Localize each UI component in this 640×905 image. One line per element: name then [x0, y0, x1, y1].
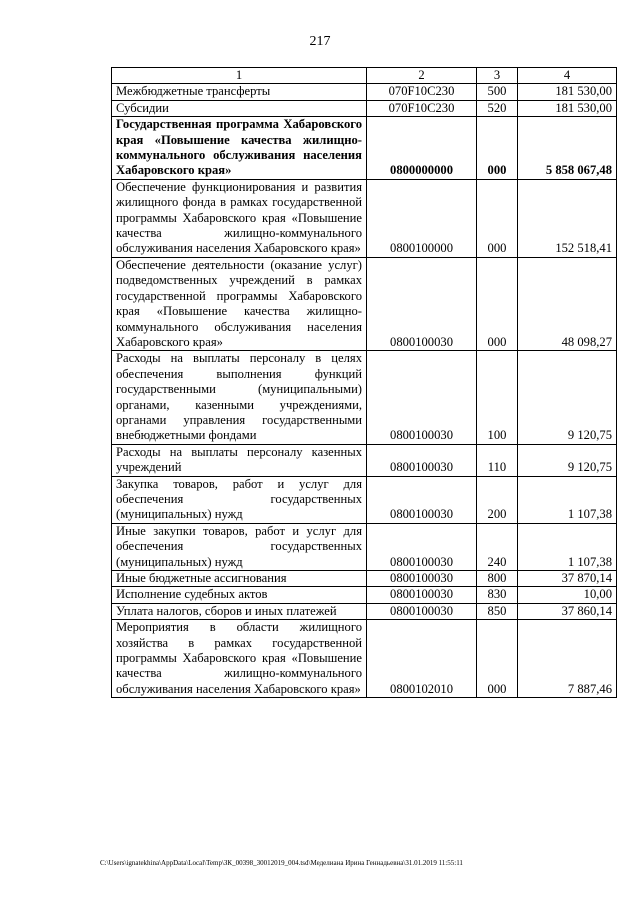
table-row — [112, 179, 617, 257]
row-kvr-cell: 000 — [477, 117, 518, 180]
row-name-cell: Иные закупки товаров, работ и услуг для обеспечения государственных (муниципальных) нужд — [112, 523, 367, 570]
row-amount-cell: 5 858 067,48 — [518, 117, 617, 180]
table-row — [112, 620, 617, 698]
table-row — [112, 523, 617, 570]
column-header: 4 — [518, 68, 617, 84]
row-kvr-cell: 500 — [477, 84, 518, 100]
table-row — [112, 351, 617, 444]
table-row — [112, 444, 617, 476]
row-name-cell: Иные бюджетные ассигнования — [112, 571, 367, 587]
column-header: 2 — [367, 68, 477, 84]
table-row — [112, 257, 617, 350]
row-name-cell: Расходы на выплаты персоналу в целях обеспечения выполнения функций государственными (муниципальными) органами, казенными учреждениями, органами управления государственными внебюджетными фондами — [112, 351, 367, 444]
table-row — [112, 476, 617, 523]
row-name-cell: Исполнение судебных актов — [112, 587, 367, 603]
row-name-cell: Субсидии — [112, 100, 367, 116]
row-code-cell: 0800100030 — [367, 351, 477, 444]
row-code-cell: 0800100030 — [367, 587, 477, 603]
row-name-cell: Обеспечение деятельности (оказание услуг) подведомственных учреждений в рамках государственной программы Хабаровского края «Повышение качества жилищно-коммунального обслуживания населения Хабаровского края» — [112, 257, 367, 350]
row-code-cell: 0800100030 — [367, 257, 477, 350]
row-amount-cell: 37 860,14 — [518, 603, 617, 619]
row-kvr-cell: 520 — [477, 100, 518, 116]
column-header: 1 — [112, 68, 367, 84]
table-row — [112, 117, 617, 180]
row-kvr-cell: 240 — [477, 523, 518, 570]
row-kvr-cell: 800 — [477, 571, 518, 587]
row-kvr-cell: 000 — [477, 179, 518, 257]
row-code-cell: 0800100030 — [367, 444, 477, 476]
row-kvr-cell: 850 — [477, 603, 518, 619]
row-kvr-cell: 830 — [477, 587, 518, 603]
row-kvr-cell: 200 — [477, 476, 518, 523]
row-code-cell: 0800102010 — [367, 620, 477, 698]
row-name-cell: Государственная программа Хабаровского края «Повышение качества жилищно-коммунального обслуживания населения Хабаровского края» — [112, 117, 367, 180]
row-code-cell: 070F10C230 — [367, 100, 477, 116]
row-code-cell: 0800100030 — [367, 603, 477, 619]
row-amount-cell: 9 120,75 — [518, 351, 617, 444]
row-code-cell: 0800100030 — [367, 523, 477, 570]
budget-table — [111, 67, 617, 698]
page-number: 217 — [309, 34, 331, 49]
row-amount-cell: 1 107,38 — [518, 523, 617, 570]
row-code-cell: 0800100030 — [367, 571, 477, 587]
row-code-cell: 0800100000 — [367, 179, 477, 257]
row-name-cell: Расходы на выплаты персоналу казенных учреждений — [112, 444, 367, 476]
row-amount-cell: 181 530,00 — [518, 84, 617, 100]
row-amount-cell: 1 107,38 — [518, 476, 617, 523]
table-row — [112, 100, 617, 116]
row-amount-cell: 152 518,41 — [518, 179, 617, 257]
table-row — [112, 571, 617, 587]
row-kvr-cell: 000 — [477, 257, 518, 350]
row-name-cell: Межбюджетные трансферты — [112, 84, 367, 100]
row-code-cell: 0800000000 — [367, 117, 477, 180]
table-row — [112, 603, 617, 619]
row-code-cell: 070F10C230 — [367, 84, 477, 100]
file-path-footer: C:\Users\ignatekhina\AppData\Local\Temp\ЗК_00398_30012019_004.tsd\Меделиана Ирина Геннадьевна\31.01.2019 11:55:11 — [100, 859, 463, 867]
row-name-cell: Мероприятия в области жилищного хозяйства в рамках государственной программы Хабаровского края «Повышение качества жилищно-коммунального обслуживания населения Хабаровского края» — [112, 620, 367, 698]
row-amount-cell: 7 887,46 — [518, 620, 617, 698]
table-row — [112, 84, 617, 100]
row-amount-cell: 181 530,00 — [518, 100, 617, 116]
column-header: 3 — [477, 68, 518, 84]
table-row — [112, 587, 617, 603]
row-name-cell: Уплата налогов, сборов и иных платежей — [112, 603, 367, 619]
row-amount-cell: 37 870,14 — [518, 571, 617, 587]
row-kvr-cell: 000 — [477, 620, 518, 698]
row-kvr-cell: 110 — [477, 444, 518, 476]
table-header-row — [112, 68, 617, 84]
row-name-cell: Закупка товаров, работ и услуг для обеспечения государственных (муниципальных) нужд — [112, 476, 367, 523]
row-amount-cell: 48 098,27 — [518, 257, 617, 350]
row-code-cell: 0800100030 — [367, 476, 477, 523]
row-kvr-cell: 100 — [477, 351, 518, 444]
row-amount-cell: 9 120,75 — [518, 444, 617, 476]
row-name-cell: Обеспечение функционирования и развития жилищного фонда в рамках государственной программы Хабаровского края «Повышение качества жилищно-коммунального обслуживания населения Хабаровского края» — [112, 179, 367, 257]
row-amount-cell: 10,00 — [518, 587, 617, 603]
